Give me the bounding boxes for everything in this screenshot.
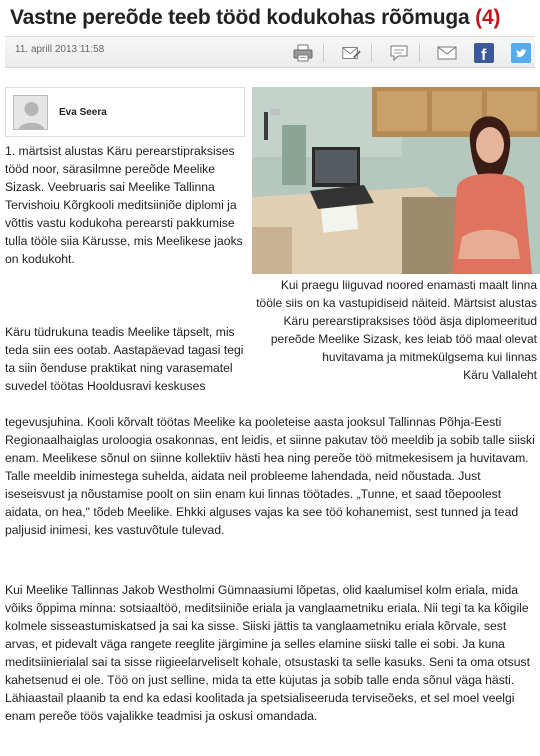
facebook-icon[interactable] xyxy=(474,43,494,63)
article-photo xyxy=(252,87,540,274)
author-avatar xyxy=(13,95,48,130)
paragraph-3: Kui Meelike Tallinnas Jakob Westholmi Gümnaasiumi lõpetas, olid kaalumisel kolm eriala, mida võiks õppima minna: sotsiaaltöö, meditsiiniõe eriala ja vanglaametniku eriala. Nii tegi ta ka kõigile kolmele sisseastumiskatsed ja sai ka sisse. Siiski jättis ta vanglaametniku eriala kõrvale, sest arvas, et pidevalt väga rangete reeglite järgimine ja selles elamine siiski talle ei sobi. Ja kuna meditsiinierialal sai ta sisse riigieelarveliselt kohale, otsustaski ta selle kasuks. Seni ta oma otsust kahetsenud ei ole. Töö on just selline, mida ta ette kujutas ja sobib talle enda sõnul väga hästi. Lähiaastail plaanib ta end ka edasi koolitada ja spetsialiseeruda terviseõeks, et sel moel veelgi enam pereõe töös vajalikke teadmisi ja oskusi omandada. xyxy=(5,583,530,723)
comments-icon[interactable] xyxy=(389,43,409,63)
image-credit: Käru Vallaleht xyxy=(463,368,537,382)
paragraph-1: 1. märtsist alustas Käru perearstipraksises tööd noor, särasilmne pereõde Meelike Sizask. Veebruaris sai Meelike Tallinna Tervishoiu Kõrgkooli meditsiiniõe diplomi ja võttis vastu kodukoha perearsti pakkumise tulla tööle siia Kärusse, mis Meelikese jaoks on kodukoht. xyxy=(5,144,243,266)
article-title xyxy=(10,6,535,34)
svg-text:f: f xyxy=(481,47,487,63)
toolbar-divider xyxy=(419,44,420,62)
article-title-text: Vastne pereõde teeb tööd kodukohas rõõmuga xyxy=(10,6,470,29)
image-caption xyxy=(252,276,537,384)
image-caption-text: Kui praegu liiguvad noored enamasti maalt linna tööle siis on ka vastupidiseid näiteid. Märtsist alustas Käru perearstipraksises tööd äsja diplomeeritud pereõde Meelike Sizask, kes leiab töö maal olevat huvitavama ja mitmekülgsema kui linnas xyxy=(256,278,537,364)
send-email-icon[interactable] xyxy=(341,43,361,63)
paragraph-2-start: Käru tüdrukuna teadis Meelike täpselt, mis teda siin ees ootab. Aastapäevad tagasi tegi ta siin õenduse praktikat ning varasematel suvedel töötas Hooldusravi keskuses xyxy=(5,325,244,393)
publish-date: 11. aprill 2013 11:58 xyxy=(15,44,105,55)
twitter-icon[interactable] xyxy=(511,43,531,63)
toolbar-divider xyxy=(371,44,372,62)
article-meta-bar xyxy=(5,36,535,68)
author-box xyxy=(5,87,245,137)
toolbar-divider xyxy=(323,44,324,62)
mail-icon[interactable] xyxy=(437,43,457,63)
paragraph-2-continued: tegevusjuhina. Kooli kõrvalt töötas Meelike ka pooleteise aasta jooksul Tallinnas Põhja-Eesti Regionaalhaiglas uroloogia osakonnas, ent leidis, et siinne pakutav töö meeldib ja sobib talle siiski enam. Meelikese sõnul on siinne kollektiiv hästi hea ning pereõe töö mitmekesisem ja huvitavam. Talle meeldib inimestega suhelda, aidata neil probleeme lahendada, neid nõustada. Just iseseisvust ja nõustamise poolt on siin enam kui linnas töötades. „Tunne, et saad tõepoolest aidata, on hea," tõdeb Meelike. Ehkki alguses vajas ka see töö kohanemist, sest tunned ja tead paljusid inimesi, kes vastuvõtule tulevad. xyxy=(5,415,535,537)
print-icon[interactable] xyxy=(293,43,313,63)
article-toolbar xyxy=(276,42,531,64)
comment-count-link[interactable]: (4) xyxy=(475,6,501,29)
author-name[interactable]: Eva Seera xyxy=(59,107,107,118)
